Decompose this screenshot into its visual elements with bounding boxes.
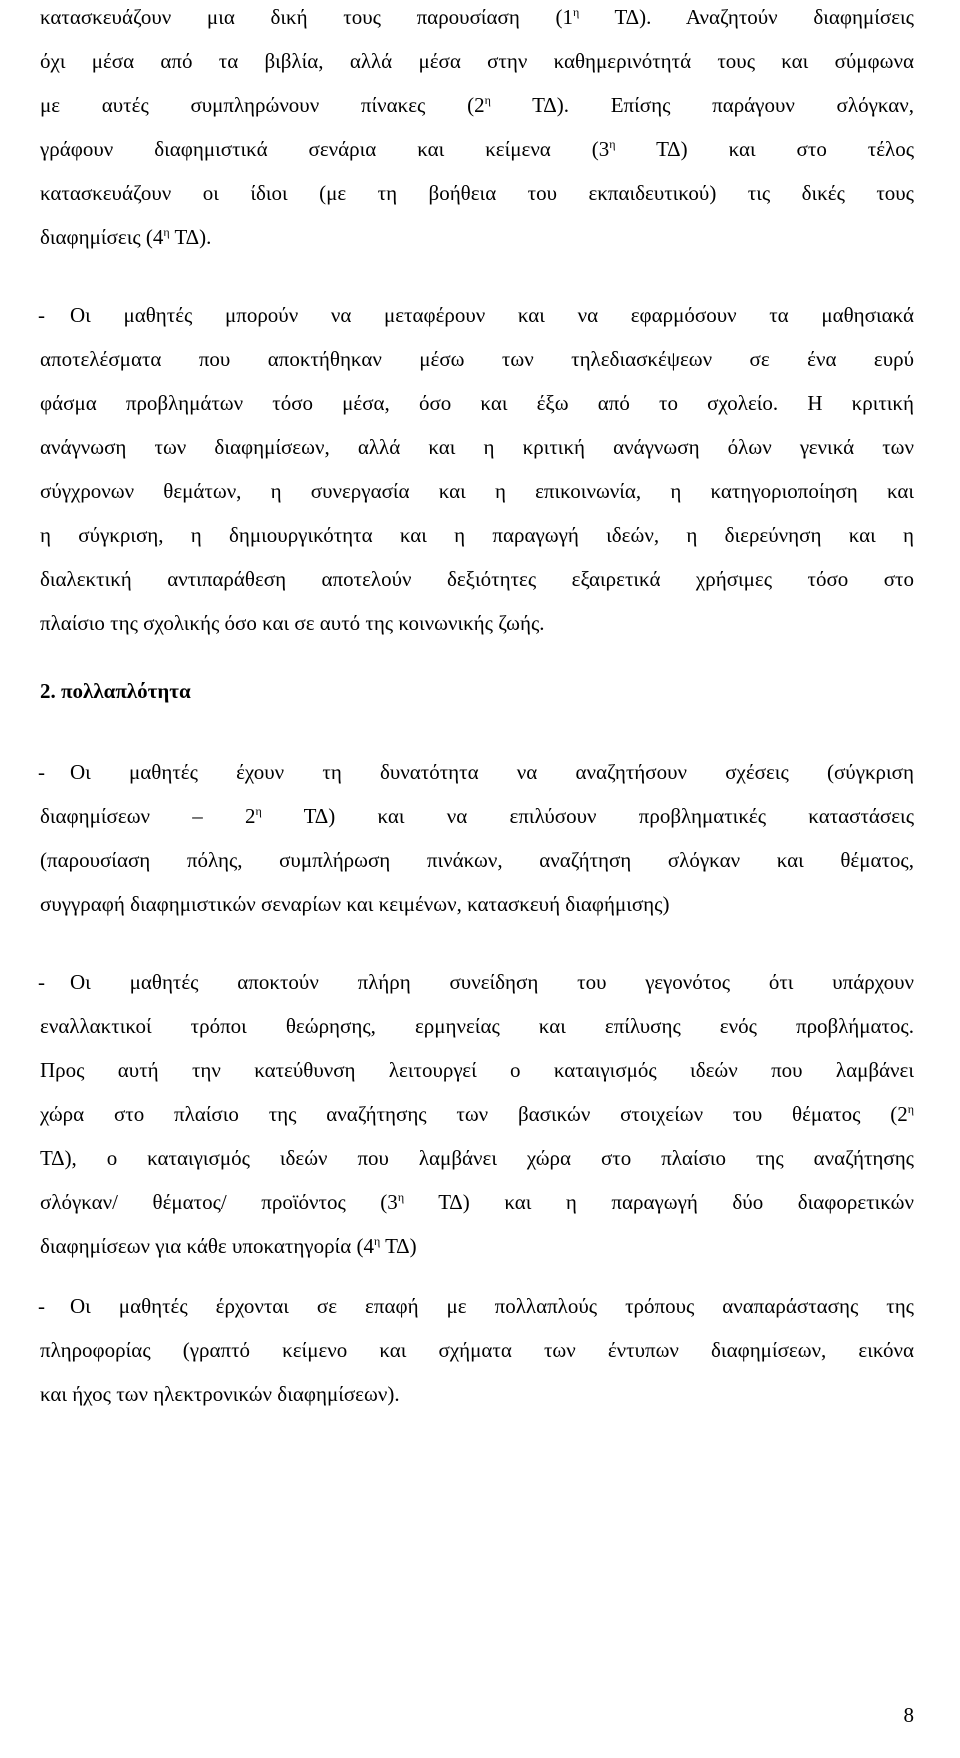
bullet-dash: - bbox=[38, 303, 45, 327]
bullet-item-representation bbox=[40, 1284, 914, 1416]
text-line bbox=[40, 381, 914, 425]
text-run: διαφημίσεων – 2 bbox=[40, 804, 256, 828]
text-line bbox=[40, 882, 914, 926]
section-heading: 2. πολλαπλότητα bbox=[40, 679, 191, 703]
text-line bbox=[40, 960, 914, 1004]
text-line bbox=[40, 1328, 914, 1372]
ordinal-superscript: η bbox=[609, 137, 616, 151]
text-run: αποτελέσματα που αποκτήθηκαν μέσω των τηλεδιασκέψεων σε ένα ευρύ bbox=[40, 347, 914, 371]
paragraph-continued bbox=[40, 0, 914, 259]
text-run: διαφημίσεις (4 bbox=[40, 225, 164, 249]
text-run: κατασκευάζουν μια δική τους παρουσίαση (1 bbox=[40, 5, 573, 29]
ordinal-superscript: η bbox=[373, 1234, 381, 1248]
document-page bbox=[40, 0, 914, 1758]
text-line bbox=[40, 215, 914, 259]
text-run: διαφημίσεων για κάθε υποκατηγορία (4 bbox=[40, 1234, 374, 1258]
text-run: ΤΔ). Επίσης παράγουν σλόγκαν, bbox=[490, 93, 914, 117]
text-line bbox=[40, 293, 914, 337]
ordinal-superscript: η bbox=[397, 1190, 405, 1204]
text-run: σύγχρονων θεμάτων, η συνεργασία και η επικοινωνία, η κατηγοριοποίηση και bbox=[40, 479, 914, 503]
text-line bbox=[40, 171, 914, 215]
text-run: διαλεκτική αντιπαράθεση αποτελούν δεξιότητες εξαιρετικά χρήσιμες τόσο στο bbox=[40, 567, 914, 591]
text-run: πλαίσιο της σχολικής όσο και σε αυτό της κοινωνικής ζωής. bbox=[40, 611, 545, 635]
text-line bbox=[40, 1284, 914, 1328]
bullet-item-relations bbox=[40, 750, 914, 926]
bullet-dash: - bbox=[38, 760, 45, 784]
bullet-dash: - bbox=[38, 1294, 45, 1318]
text-line bbox=[40, 513, 914, 557]
text-run: ανάγνωση των διαφημίσεων, αλλά και η κριτική ανάγνωση όλων γενικά των bbox=[40, 435, 914, 459]
ordinal-superscript: η bbox=[484, 93, 491, 107]
text-line bbox=[40, 750, 914, 794]
text-run: όχι μέσα από τα βιβλία, αλλά μέσα στην καθημερινότητά τους και σύμφωνα bbox=[40, 49, 914, 73]
text-line bbox=[40, 83, 914, 127]
text-line bbox=[40, 1136, 914, 1180]
text-run: (παρουσίαση πόλης, συμπλήρωση πινάκων, αναζήτηση σλόγκαν και θέματος, bbox=[40, 848, 914, 872]
text-line bbox=[40, 127, 914, 171]
text-line bbox=[40, 1004, 914, 1048]
bullet-dash: - bbox=[38, 970, 45, 994]
text-run: η σύγκριση, η δημιουργικότητα και η παραγωγή ιδεών, η διερεύνηση και η bbox=[40, 523, 914, 547]
ordinal-superscript: η bbox=[163, 225, 170, 239]
text-line bbox=[40, 39, 914, 83]
text-run: ΤΔ) και η παραγωγή δύο διαφορετικών bbox=[404, 1190, 914, 1214]
text-line bbox=[40, 1092, 914, 1136]
text-run: ΤΔ) και στο τέλος bbox=[615, 137, 915, 161]
text-run: με αυτές συμπληρώνουν πίνακες (2 bbox=[40, 93, 485, 117]
text-run: Οι μαθητές αποκτούν πλήρη συνείδηση του γεγονότος ότι υπάρχουν bbox=[70, 970, 914, 994]
ordinal-superscript: η bbox=[907, 1102, 914, 1116]
text-line bbox=[40, 1180, 914, 1224]
text-run: Προς αυτή την κατεύθυνση λειτουργεί ο καταιγισμός ιδεών που λαμβάνει bbox=[40, 1058, 914, 1082]
text-line bbox=[40, 794, 914, 838]
text-line bbox=[40, 557, 914, 601]
text-line bbox=[40, 1224, 914, 1268]
text-run: Οι μαθητές έχουν τη δυνατότητα να αναζητήσουν σχέσεις (σύγκριση bbox=[70, 760, 914, 784]
text-run: χώρα στο πλαίσιο της αναζήτησης των βασικών στοιχείων του θέματος (2 bbox=[40, 1102, 908, 1126]
ordinal-superscript: η bbox=[573, 5, 580, 19]
ordinal-superscript: η bbox=[255, 804, 262, 818]
text-line bbox=[40, 337, 914, 381]
bullet-item-alternatives bbox=[40, 960, 914, 1268]
text-line bbox=[40, 838, 914, 882]
text-run: συγγραφή διαφημιστικών σεναρίων και κειμένων, κατασκευή διαφήμισης) bbox=[40, 892, 670, 916]
text-run: ΤΔ) bbox=[380, 1234, 417, 1258]
text-run: κατασκευάζουν οι ίδιοι (με τη βοήθεια του εκπαιδευτικού) τις δικές τους bbox=[40, 181, 914, 205]
text-line bbox=[40, 0, 914, 39]
text-line bbox=[40, 469, 914, 513]
text-run: Οι μαθητές έρχονται σε επαφή με πολλαπλούς τρόπους αναπαράστασης της bbox=[70, 1294, 914, 1318]
bullet-item-transfer bbox=[40, 293, 914, 645]
text-run: Οι μαθητές μπορούν να μεταφέρουν και να εφαρμόσουν τα μαθησιακά bbox=[70, 303, 914, 327]
page-number: 8 bbox=[903, 1703, 914, 1727]
text-run: εναλλακτικοί τρόποι θεώρησης, ερμηνείας και επίλυσης ενός προβλήματος. bbox=[40, 1014, 914, 1038]
text-run: γράφουν διαφημιστικά σενάρια και κείμενα (3 bbox=[40, 137, 610, 161]
text-run: πληροφορίας (γραπτό κείμενο και σχήματα των έντυπων διαφημίσεων, εικόνα bbox=[40, 1338, 914, 1362]
text-run: σλόγκαν/ θέματος/ προϊόντος (3 bbox=[40, 1190, 398, 1214]
text-line bbox=[40, 425, 914, 469]
text-run: φάσμα προβλημάτων τόσο μέσα, όσο και έξω από το σχολείο. Η κριτική bbox=[40, 391, 914, 415]
text-run: ΤΔ). bbox=[169, 225, 212, 249]
text-line bbox=[40, 1372, 914, 1416]
text-run: ΤΔ), ο καταιγισμός ιδεών που λαμβάνει χώρα στο πλαίσιο της αναζήτησης bbox=[40, 1146, 914, 1170]
text-run: ΤΔ) και να επιλύσουν προβληματικές καταστάσεις bbox=[261, 804, 915, 828]
text-line bbox=[40, 1048, 914, 1092]
text-run: και ήχος των ηλεκτρονικών διαφημίσεων). bbox=[40, 1382, 400, 1406]
text-line bbox=[40, 601, 914, 645]
text-run: ΤΔ). Αναζητούν διαφημίσεις bbox=[579, 5, 914, 29]
